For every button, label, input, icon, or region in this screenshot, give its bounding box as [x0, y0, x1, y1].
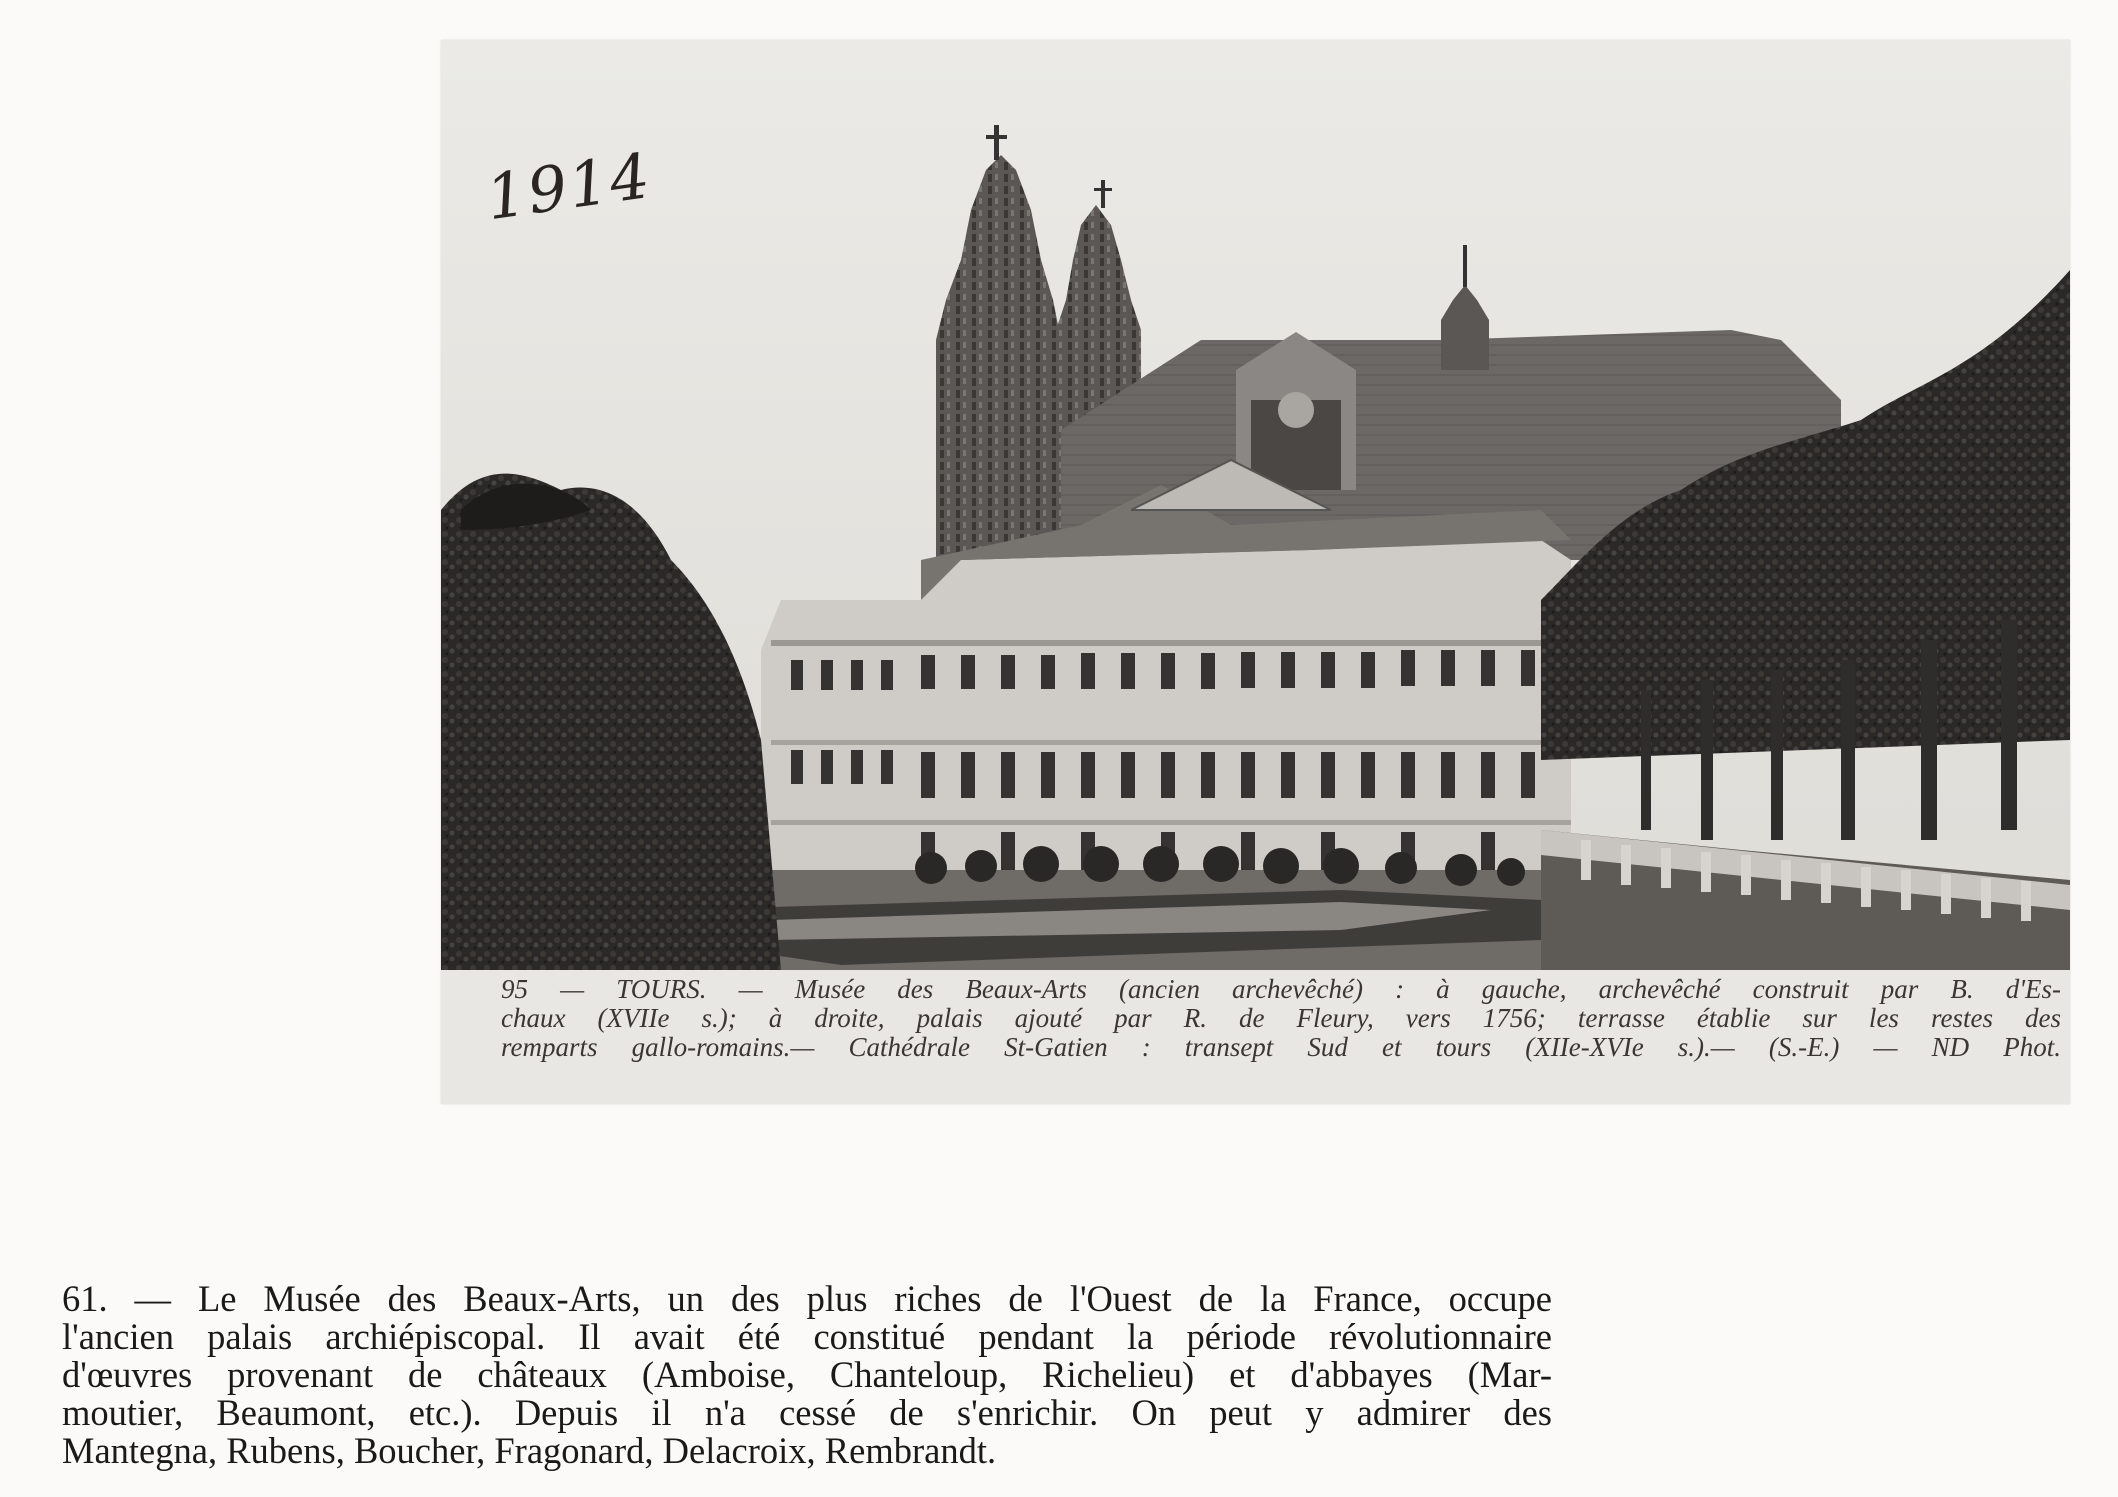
postcard-caption-line: remparts gallo-romains.— Cathédrale St-Gatien : transept Sud et tours (XIIe-XVIe s.).— (S.-E.) — ND Phot.	[501, 1032, 2061, 1062]
postcard-photo	[441, 40, 2070, 970]
caption-line: l'ancien palais archiépiscopal. Il avait été constitué pendant la période révolutionnaire	[62, 1316, 1552, 1357]
caption-line: moutier, Beaumont, etc.). Depuis il n'a cessé de s'enrichir. On peut y admirer des	[62, 1392, 1552, 1433]
postcard-caption	[501, 975, 2061, 1062]
postcard-caption-line: chaux (XVIIe s.); à droite, palais ajouté par R. de Fleury, vers 1756; terrasse établie sur les restes des	[501, 1003, 2061, 1033]
museum-cathedral-photo	[441, 40, 2070, 970]
postcard-caption-line: 95 — TOURS. — Musée des Beaux-Arts (ancien archevêché) : à gauche, archevêché construit par B. d'Es-	[501, 974, 2061, 1004]
caption-line: 61. — Le Musée des Beaux-Arts, un des plus riches de l'Ouest de la France, occupe	[62, 1278, 1552, 1319]
book-caption	[62, 1280, 1552, 1470]
postcard	[441, 40, 2070, 1104]
caption-line: Mantegna, Rubens, Boucher, Fragonard, Delacroix, Rembrandt.	[62, 1430, 997, 1471]
handwritten-year: 1914	[481, 138, 657, 235]
caption-line: d'œuvres provenant de châteaux (Amboise, Chanteloup, Richelieu) et d'abbayes (Mar-	[62, 1354, 1552, 1395]
